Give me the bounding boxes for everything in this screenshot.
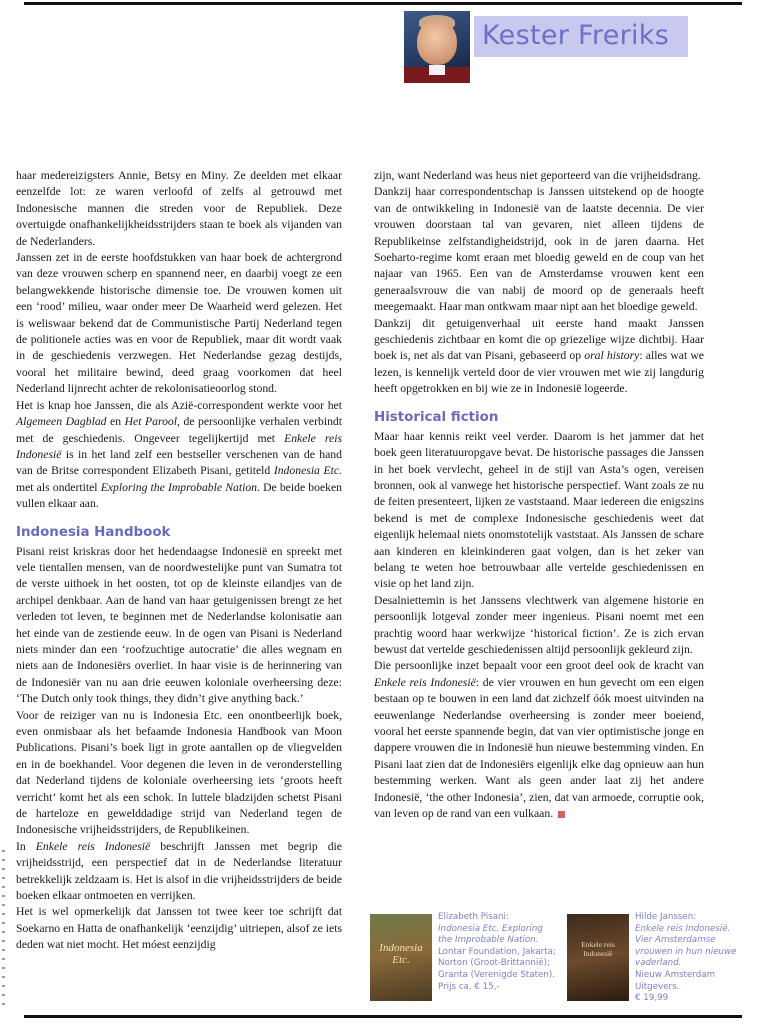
book-publisher: Lontar Foundation, Jakarta; Norton (Groot-Brittannië); Granta (Verenigde Staten). — [438, 946, 556, 980]
author-face — [417, 19, 457, 65]
book-cover-title: Indonesia Etc. — [379, 942, 423, 966]
book-title: Indonesia Etc. Exploring the Improbable Nation. — [438, 923, 543, 946]
left-column — [16, 168, 342, 954]
book-price: Prijs ca. € 15,- — [438, 981, 500, 992]
book-publisher: Nieuw Amsterdam Uitgevers. — [635, 969, 716, 992]
paragraph: zijn, want Nederland was heus niet geporteerd van die vrijheidsdrang. — [374, 169, 701, 182]
section-heading-indonesia-handbook: Indonesia Handbook — [16, 524, 171, 540]
paragraph: Dankzij dit getuigenverhaal uit eerste hand maakt Janssen geschiedenis zichtbaar en komt die op griezelige wijze dichtbij. Haar boek is, net als dat van Pisani, gebaseerd op oral history: alles wat we lezen, is kennelijk verteld door de vier vrouwen met wie zij langdurig heeft opgetrokken en bij wie ze in Indonesië logeerde. — [374, 316, 704, 396]
book-cover-indonesia-etc — [370, 914, 432, 1001]
end-mark-icon — [558, 811, 565, 818]
paragraph: haar medereizigsters Annie, Betsy en Miny. Ze deelden met elkaar eenzelfde lot: ze waren verloofd of zelfs al getrouwd met Indonesische mannen die streden voor de Republiek. Deze overtuigde onafhankelijkheidsstrijders staan te boek als vijanden van de Nederlanders. — [16, 169, 342, 248]
paragraph: Het is wel opmerkelijk dat Janssen tot twee keer toe schrijft dat Soekarno en Hatta de onafhankelijk ‘eenzijdig’ uitriepen, alsof ze iets deden wat niet mocht. Het móest eenzijdig — [16, 905, 342, 952]
book-price: € 19,99 — [635, 993, 669, 1004]
paragraph: In Enkele reis Indonesië beschrijft Janssen met begrip die vrijheidsstrijd, een perspectief dat in de Nederlandse literatuur betrekkelijk zeldzaam is. Het is alsof in die vrijheidsstrijders de beide boeken elkaar ontmoeten en verrijken. — [16, 839, 342, 903]
paragraph: Desalniettemin is het Janssens vlechtwerk van algemene historie en persoonlijk lotgeval zonder meer ingenieus. Pisani noemt met een prachtig woord haar werkwijze ‘historical fiction’. Ze is zich ervan bewust dat vertelde geschiedenissen altijd persoonlijk gekleurd zijn. — [374, 593, 704, 656]
book-title: Enkele reis Indonesië. Vier Amsterdamse vrouwen in hun nieuwe vaderland. — [635, 923, 737, 969]
author-name: Kester Freriks — [482, 20, 670, 51]
paragraph: Janssen zet in de eerste hoofdstukken van haar boek de achtergrond van deze vrouwen scherp en spannend neer, en daarbij voegt ze een belangwekkende historische dimensie toe. De vrouwen komen uit een ‘rood’ milieu, waar onder meer De Waarheid werd gelezen. Het is weliswaar bekend dat de Communistische Partij Nederland tegen de politionele acties was en voor de Republiek, maar dit wordt vaak in de geschiedenis verzwegen. Het Nederlandse gezag destijds, vooral het militaire bewind, deed graag voorkomen dat heel Nederland lijnrecht achter de rekolonisatieoorlog stond. — [16, 251, 342, 396]
book-cover-title: Enkele reis Indonesië — [581, 940, 615, 958]
author-photo — [404, 11, 470, 83]
book-author: Elizabeth Pisani: — [438, 912, 509, 922]
margin-ticks — [2, 850, 5, 1010]
paragraph: Maar haar kennis reikt veel verder. Daarom is het jammer dat het boek geen literatuuropgave bevat. De historische passages die Janssen in het boek vervlecht, geheel in de stijl van Asta’s ogen, vereisen bronnen, ook al vanwege het historische perspectief. Want zoals ze nu de feiten presenteert, lijken ze vaststaand. Maar iedereen die enigszins bekend is met de complexe Indonesische geschiedenis weet dat eigenlijk helemaal niets onomstotelijk vaststaat. Als Janssen de schare aan kinderen en kleinkinderen gaat volgen, dan is het zeker van belang te weten hoe betrouwbaar alle vertelde geschiedenissen en visie op het land zijn. — [374, 429, 704, 591]
right-column — [374, 168, 704, 822]
paragraph: Die persoonlijke inzet bepaalt voor een groot deel ook de kracht van Enkele reis Indonesië: de vier vrouwen en hun gevecht om een eigen bestaan op te bouwen in een land dat zichzelf óók moest uitvinden na eeuwenlange Nederlandse overheersing is zonder meer boeiend, vooral het eerste spannende begin, dat van vier optimistische jonge en dappere vrouwen die in Indonesië hun nieuwe bestemming vinden. En Pisani laat zien dat de Indonesiërs eigenlijk elke dag opnieuw aan hun bestemming werken. Want als geen ander laat zij het andere Indonesië, ‘the other Indonesia’, zien, dat van armoede, corruptie ook, van leven op de rand van een vulkaan. — [374, 659, 704, 821]
book-caption-pisani — [438, 912, 556, 993]
book-author: Hilde Janssen: — [635, 912, 697, 922]
author-collar — [429, 65, 445, 75]
paragraph: Dankzij haar correspondentschap is Janssen uitstekend op de hoogte van de ontwikkeling in Indonesië van de laatste decennia. De vier vrouwen doorstaan tal van gevaren, niet alleen tijdens de Republikeinse zelfstandigheidstrijd, ook in de jaren daarna. Het Soeharto-regime komt eraan met bloedig geweld en de coup van het najaar van 1965. Een van de Amsterdamse vrouwen kent een generaalsvrouw die van nabij de moord op de generaals heeft meegemaakt. Haar man ontkwam maar nipt aan het bloedige geweld. — [374, 185, 704, 314]
top-rule — [24, 2, 742, 5]
section-heading-historical-fiction: Historical fiction — [374, 409, 499, 425]
bottom-rule — [24, 1015, 742, 1018]
paragraph: Pisani reist kriskras door het hedendaagse Indonesië en spreekt met vele tientallen mensen, van de noordwestelijke punt van Sumatra tot de verste uithoek in het oosten, tot op de kleinste eilandjes van de archipel denkbaar. Aan de hand van haar getuigenissen brengt ze het verleden tot leven, te beginnen met de Nederlandse kolonisatie aan het einde van de zestiende eeuw. In de ogen van Pisani is Nederland niets minder dan een ‘roofzuchtige autocratie’ die alles wegnam en niets aan de Indonesiërs overliet. In haar visie is de herinnering van de Indonesiër van nu aan drie eeuwen koloniale overheersing deze: ‘The Dutch only took things, they didn’t give anything back.’ — [16, 544, 342, 706]
paragraph: Het is knap hoe Janssen, die als Azië-correspondent werkte voor het Algemeen Dagblad en Het Parool, de persoonlijke verhalen verbindt met de geschiedenis. Ongeveer tegelijkertijd met Enkele reis Indonesië is in het land zelf een bestseller verschenen van de hand van de Britse correspondent Elizabeth Pisani, getiteld Indonesia Etc. met als ondertitel Exploring the Improbable Nation. De beide boeken vullen elkaar aan. — [16, 398, 343, 511]
book-caption-janssen — [635, 912, 745, 1005]
book-cover-enkele-reis — [567, 914, 629, 1001]
paragraph: Voor de reiziger van nu is Indonesia Etc. een onontbeerlijk boek, even onmisbaar als het befaamde Indonesia Handbook van Moon Publications. Pisani’s boek ligt in grote aantallen op de vliegvelden en in de boekhandel. Voor degenen die leven in de veronderstelling dat Nederland tijdens de koloniale overheersing iets ‘groots heeft verricht’ komt het als een schok. In luttele bladzijden schetst Pisani de harteloze en gewelddadige strijd van Nederland tegen de Indonesische vrijheidsstrijders, de Republikeinen. — [16, 708, 342, 837]
